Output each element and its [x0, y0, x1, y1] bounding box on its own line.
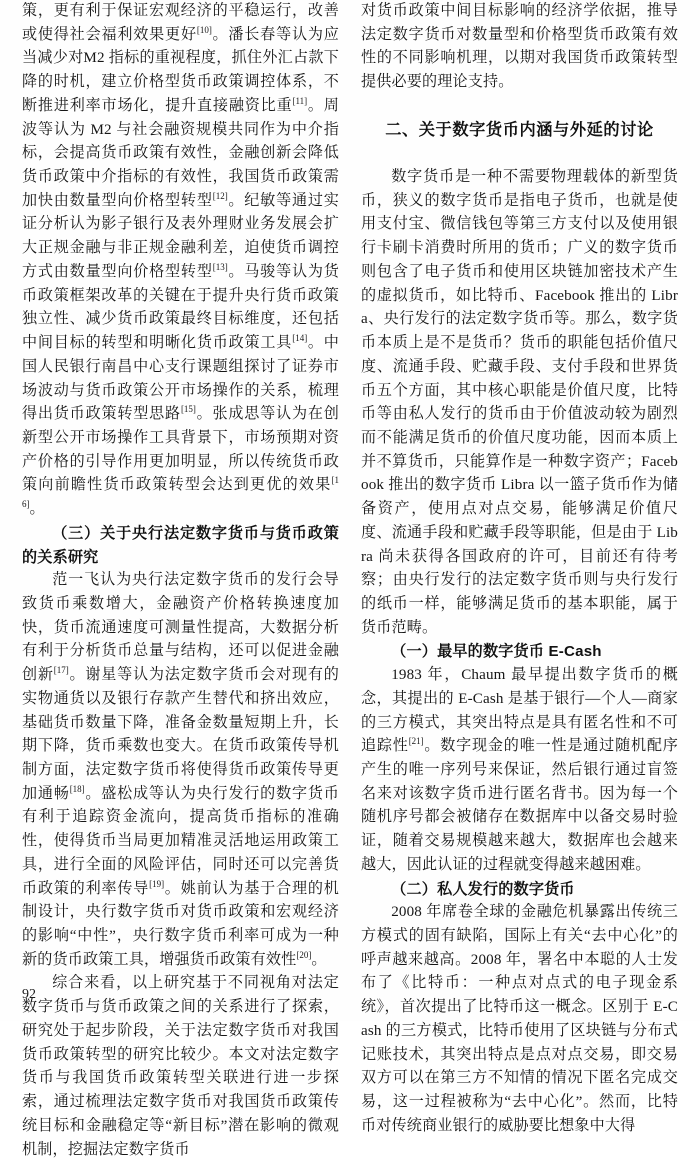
right-text-column — [361, 0, 678, 1139]
paragraph-continuation: 策，更有利于保证宏观经济的平稳运行，改善或使得社会福利效果更好[10]。潘长春等认为应当减少对M2 指标的重视程度，抓住外汇占款下降的时机，建立价格型货币政策调控体系，不断推进利率市场化，提升直接融资比重[11]。周波等认为 M2 与社会融资规模共同作为中介指标，会提高货币政策有效性，金融创新会降低货币政策中介指标的有效性，我国货币政策需加快由数量型向价格型转型[12]。纪敏等通过实证分析认为影子银行及表外理财业务发展会扩大正规金融与非正规金融利差，迫使货币调控方式由数量型向价格型转型[13]。马骏等认为货币政策框架改革的关键在于提升央行货币政策独立性、减少货币政策最终目标维度，还包括中间目标的转型和明晰化货币政策工具[14]。中国人民银行南昌中心支行课题组探讨了证券市场波动与货币政策公开市场操作的关系，梳理得出货币政策转型思路[15]。张成思等认为在创新型公开市场操作工具背景下，市场预期对资产价格的引导作用更加明显，所以传统货币政策向前瞻性货币政策转型会达到更优的效果[16]。 — [22, 3, 339, 518]
subsection-heading-two-private: （二）私人发行的数字货币 — [391, 880, 575, 898]
subsection-heading-three: （三）关于央行法定数字货币与货币政策的关系研究 — [22, 524, 339, 566]
paragraph-continuation-right: 对货币政策中间目标影响的经济学依据，推导法定数字货币对数量型和价格型货币政策有效性的不同影响机理，以期对我国货币政策转型提供必要的理论支持。 — [361, 3, 678, 91]
subsection-heading-one-ecash: （一）最早的数字货币 E-Cash — [391, 643, 602, 661]
paragraph-digital-currency-definition: 数字货币是一种不需要物理载体的新型货币，狭义的数字货币是指电子货币，也就是使用支付宝、微信钱包等第三方支付以及使用银行卡刷卡消费时所用的货币；广义的数字货币则包含了电子货币和使用区块链加密技术产生的虚拟货币，如比特币、Facebook 推出的 Libra、央行发行的法定数字货币等。那么，数字货币本质上是不是货币？货币的职能包括价值尺度、流通手段、贮藏手段、支付手段和世界货币五个方面，其中核心职能是价值尺度，比特币等由私人发行的货币由于价值波动较为剧烈而不能满足货币的价值尺度功能，因而本质上并不算货币，只能算作是一种数字资产；Facebook 推出的数字货币 Libra 以一篮子货币作为储备资产，使用点对点交易，能够满足价值尺度、流通手段和贮藏手段等职能，但是由于 Libra 尚未获得各国政府的许可，目前还有待考察；由央行发行的法定数字货币则与央行发行的纸币一样，能够满足货币的基本职能，属于货币范畴。 — [361, 169, 678, 636]
left-text-column — [22, 0, 339, 1162]
paragraph-ecash: 1983 年，Chaum 最早提出数字货币的概念，其提出的 E-Cash 是基于银行—个人—商家的三方模式，其突出特点是具有匿名性和不可追踪性[21]。数字现金的唯一性是通过随机配序产生的唯一序列号来保证，然后银行通过盲签名来对该数字货币进行匿名背书。因为每一个随机序号都会被储存在数据库中以备交易时验证，随着交易规模越来越大，数据库也会越来越大，因此认证的过程就变得越来越困难。 — [361, 667, 678, 873]
page-number: 92 — [22, 987, 36, 1002]
paragraph-private-currency: 2008 年席卷全球的金融危机暴露出传统三方模式的固有缺陷，国际上有关“去中心化”的呼声越来越高。2008 年，署名中本聪的人士发布了《比特币：一种点对点式的电子现金系统》，首次提出了比特币这一概念。区别于 E-Cash 的三方模式，比特币使用了区块链与分布式记账技术，其突出特点是点对点交易，即交易双方可以在第三方不知情的情况下匿名完成交易，这一过程被称为“去中心化”。然而，比特币对传统商业银行的威胁要比想象中大得 — [361, 904, 678, 1134]
heading-spacer-below — [361, 142, 678, 166]
paragraph-summary: 综合来看，以上研究基于不同视角对法定数字货币与货币政策之间的关系进行了探索，研究处于起步阶段，关于法定数字货币对我国货币政策转型的研究比较少。本文对法定数字货币与我国货币政策转型关联进行进一步探索，通过梳理法定数字货币对我国货币政策传统目标和金融稳定等“新目标”潜在影响的微观机制，挖掘法定数字货币 — [22, 975, 339, 1158]
heading-spacer-above — [361, 95, 678, 119]
paragraph-cbdc-monetary-policy: 范一飞认为央行法定数字货币的发行会导致货币乘数增大，金融资产价格转换速度加快，货币流通速度可测量性提高，大数据分析有利于分析货币总量与结构，还可以促进金融创新[17]。谢星等认为法定数字货币会对现有的实物通货以及银行存款产生替代和挤出效应，基础货币数量下降，准备金数量短期上升，长期下降，货币乘数也变大。在货币政策传导机制方面，法定数字货币将使得货币政策传导更加通畅[18]。盛松成等认为央行发行的数字货币有利于追踪资金流向，提高货币指标的准确性，使得货币当局更加精准灵活地运用政策工具，进行全面的风险评估，同时还可以完善货币政策的利率传导[19]。姚前认为基于合理的机制设计，央行数字货币对货币政策和宏观经济的影响“中性”，央行数字货币利率可成为一种新的货币政策工具，增强货币政策有效性[20]。 — [22, 572, 339, 968]
section-heading-two: 二、关于数字货币内涵与外延的讨论 — [385, 120, 654, 139]
